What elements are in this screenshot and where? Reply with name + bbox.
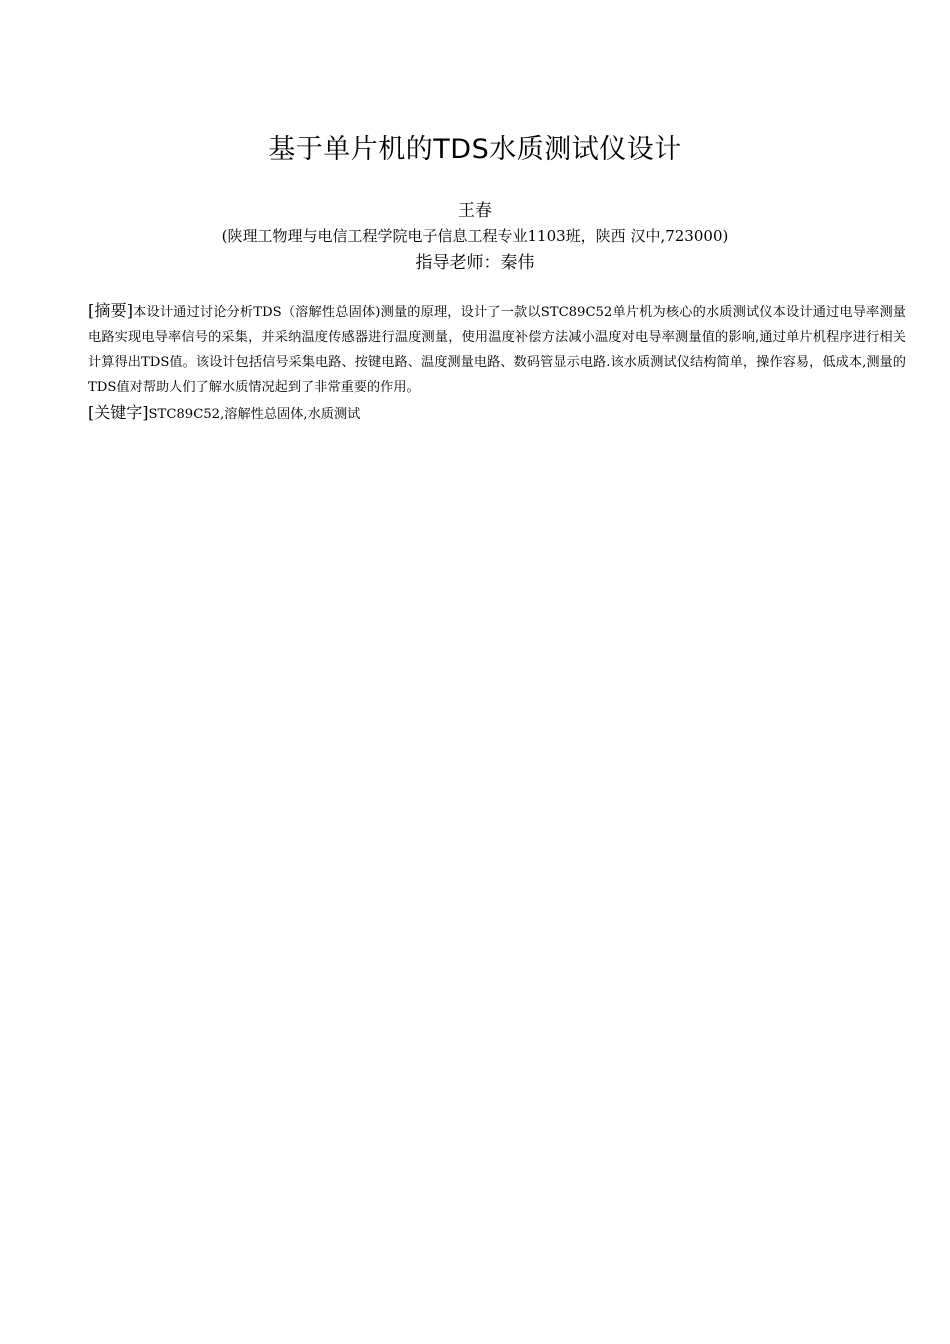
keywords-text: STC89C52,溶解性总固体,水质测试 (148, 407, 361, 422)
advisor-line: 指导老师：秦伟 (415, 253, 535, 273)
abstract-section (48, 298, 906, 427)
keywords-paragraph (48, 400, 906, 427)
abstract-text: 本设计通过讨论分析TDS（溶解性总固体)测量的原理，设计了一款以STC89C52单片机为核心的水质测试仪本设计通过电导率测量电路实现电导率信号的采集，并采纳温度传感器进行温度测量，使用温度补偿方法减小温度对电导率测量值的影响,通过单片机程序进行相关计算得出TDS值。该设计包括信号采集电路、按键电路、温度测量电路、数码管显示电路.该水质测试仪结构简单，操作容易，低成本,测量的TDS值对帮助人们了解水质情况起到了非常重要的作用。 (88, 305, 906, 395)
abstract-label: [摘要] (88, 301, 133, 320)
abstract-paragraph (48, 298, 906, 400)
keywords-label: [关键字] (88, 403, 149, 422)
author-affiliation: (陕理工物理与电信工程学院电子信息工程专业1103班，陕西 汉中,723000) (221, 227, 729, 245)
paper-title: 基于单片机的TDS水质测试仪设计 (268, 134, 682, 165)
author-name: 王春 (458, 201, 492, 221)
